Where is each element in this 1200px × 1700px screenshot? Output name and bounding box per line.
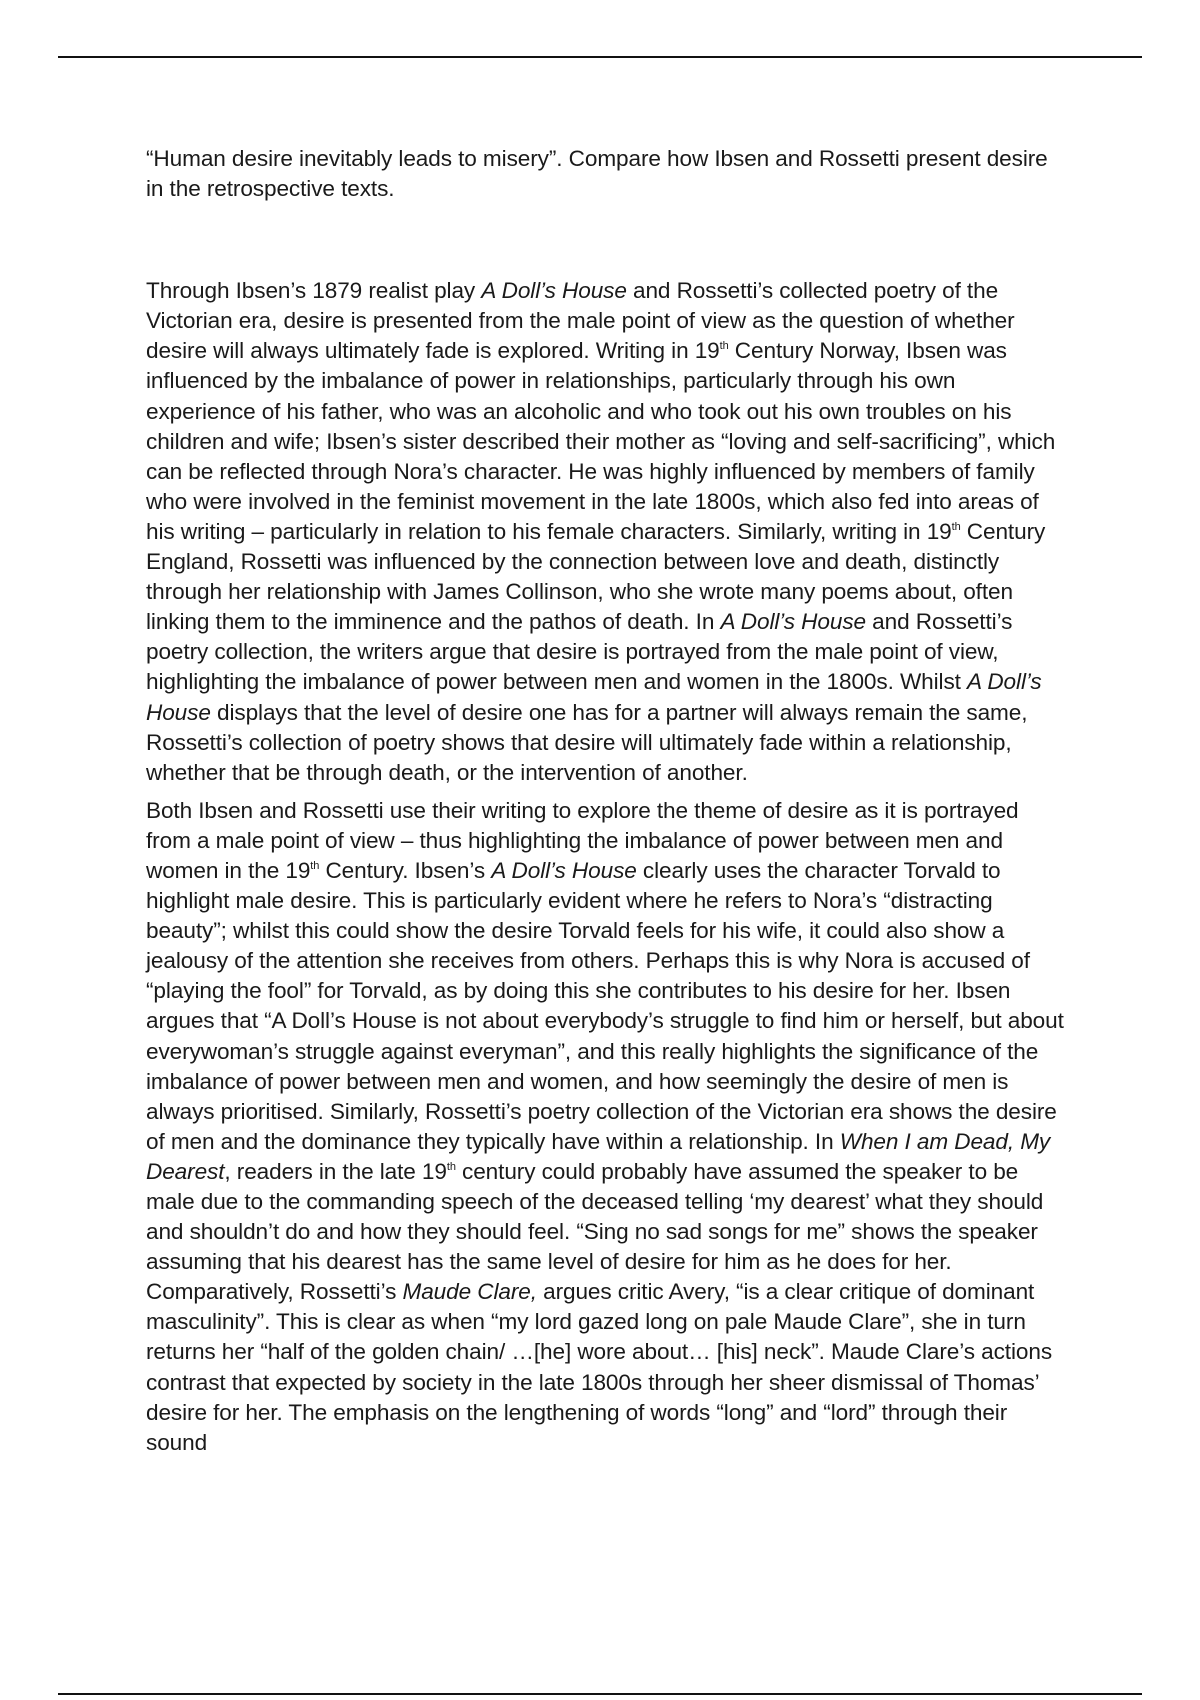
italic-title: A Doll’s House	[491, 857, 637, 883]
paragraph-text: Century. Ibsen’s	[319, 857, 492, 883]
paragraph-text: Through Ibsen’s 1879 realist play	[146, 278, 482, 304]
essay-paragraphs	[146, 276, 1064, 1458]
essay-paragraph	[146, 276, 1064, 788]
paragraph-text: century could probably have assumed the speaker to be male due to the commanding speech of the deceased telling ‘my dearest’ what they should and shouldn’t do and how they should feel. “Sing no sad songs for me” shows the speaker assuming that his dearest has the same level of desire for him as he does for her. Comparatively, Rossetti’s	[146, 1158, 1044, 1305]
essay-question: “Human desire inevitably leads to misery”. Compare how Ibsen and Rossetti present desire in the retrospective texts.	[146, 146, 1048, 202]
italic-title: A Doll’s House	[720, 609, 866, 635]
paragraph-text: Century England, Rossetti was influenced by the connection between love and death, distinctly through her relationship with James Collinson, who she wrote many poems about, often linking them to the imminence and the pathos of death. In	[146, 518, 1046, 635]
paragraph-text: displays that the level of desire one has for a partner will always remain the same, Rossetti’s collection of poetry shows that desire will ultimately fade within a relationship, whether that be through death, or the intervention of another.	[146, 699, 1028, 785]
ordinal-superscript: th	[446, 1160, 456, 1173]
ordinal-superscript: th	[310, 859, 320, 872]
ordinal-superscript: th	[951, 520, 961, 533]
paragraph-text: clearly uses the character Torvald to highlight male desire. This is particularly evident where he refers to Nora’s “distracting beauty”; whilst this could show the desire Torvald feels for his wife, it could also show a jealousy of the attention she receives from others. Perhaps this is why Nora is accused of “playing the fool” for Torvald, as by doing this she contributes to his desire for her. Ibsen argues that “A Doll’s House is not about everybody’s struggle to find him or herself, but about everywoman’s struggle against everyman”, and this really highlights the significance of the imbalance of power between men and women, and how seemingly the desire of men is always prioritised. Similarly, Rossetti’s poetry collection of the Victorian era shows the desire of men and the dominance they typically have within a relationship. In	[146, 857, 1064, 1154]
header-rule	[58, 56, 1142, 58]
italic-title: When I am Dead, My Dearest	[146, 1128, 1051, 1184]
paragraph-text: and Rossetti’s collected poetry of the Victorian era, desire is presented from the male point of view as the question of whether desire will always ultimately fade is explored. Writing in 19	[146, 278, 1015, 364]
footer-rule	[58, 1693, 1142, 1695]
paragraph-text: , readers in the late 19	[224, 1158, 447, 1184]
italic-title: Maude Clare,	[402, 1279, 537, 1305]
ordinal-superscript: th	[719, 340, 729, 353]
essay-paragraph	[146, 796, 1064, 1458]
paragraph-text: Century Norway, Ibsen was influenced by the imbalance of power in relationships, particularly through his own experience of his father, who was an alcoholic and who took out his own troubles on his children and wife; Ibsen’s sister described their mother as “loving and self-sacrificing”, which can be reflected through Nora’s character. He was highly influenced by members of family who were involved in the feminist movement in the late 1800s, which also fed into areas of his writing – particularly in relation to his female characters. Similarly, writing in 19	[146, 338, 1056, 544]
paragraph-text: and Rossetti’s poetry collection, the writers argue that desire is portrayed from the male point of view, highlighting the imbalance of power between men and women in the 1800s. Whilst	[146, 609, 1013, 695]
paragraph-text: Both Ibsen and Rossetti use their writing to explore the theme of desire as it is portrayed from a male point of view – thus highlighting the imbalance of power between men and women in the 19	[146, 797, 1019, 883]
italic-title: A Doll’s House	[146, 669, 1042, 725]
paragraph-text: argues critic Avery, “is a clear critique of dominant masculinity”. This is clear as when “my lord gazed long on pale Maude Clare”, she in turn returns her “half of the golden chain/ …[he] wore about… [his] neck”. Maude Clare’s actions contrast that expected by society in the late 1800s through her sheer dismissal of Thomas’ desire for her. The emphasis on the lengthening of words “long” and “lord” through their sound	[146, 1279, 1053, 1455]
italic-title: A Doll’s House	[481, 278, 627, 304]
document-body	[146, 144, 1064, 1466]
